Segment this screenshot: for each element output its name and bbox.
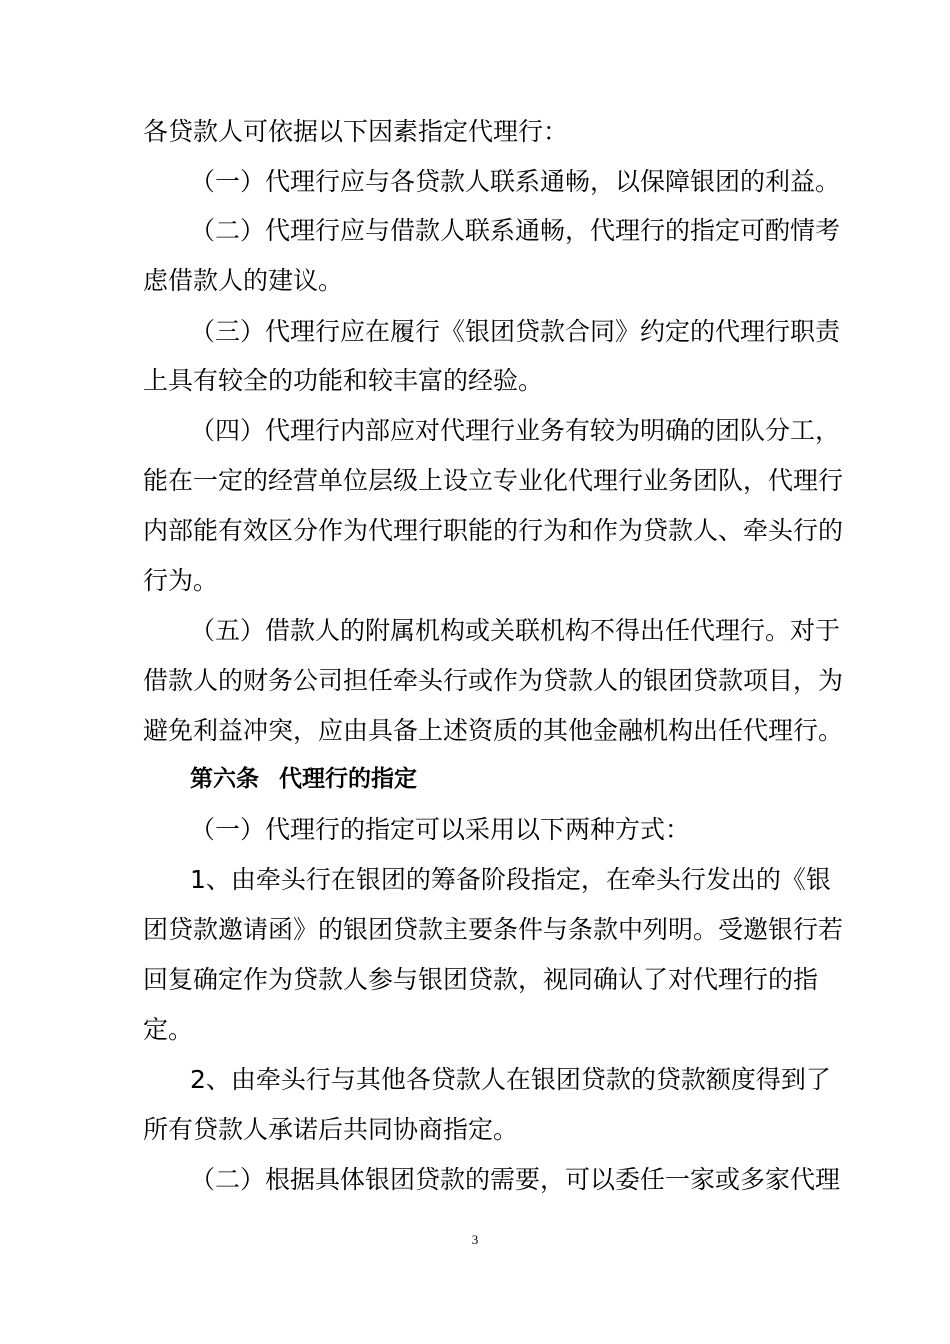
text-line: 能在一定的经营单位层级上设立专业化代理行业务团队，代理行: [143, 466, 844, 495]
text-line: （一）代理行应与各贷款人联系通畅，以保障银团的利益。: [190, 167, 841, 196]
article-heading: [190, 764, 417, 794]
article-title: 代理行的指定: [279, 766, 417, 792]
text-line: 上具有较全的功能和较丰富的经验。: [143, 366, 544, 395]
text-line: 团贷款邀请函》的银团贷款主要条件与条款中列明。受邀银行若: [143, 915, 844, 944]
text-line: （五）借款人的附属机构或关联机构不得出任代理行。对于: [190, 616, 841, 645]
article-number: 第六条: [190, 766, 259, 792]
text-line: （一）代理行的指定可以采用以下两种方式：: [190, 815, 691, 844]
text-line: （二）根据具体银团贷款的需要，可以委任一家或多家代理: [190, 1165, 841, 1194]
text-line: 各贷款人可依据以下因素指定代理行：: [143, 117, 569, 146]
text-line: 定。: [143, 1015, 194, 1044]
text-line: 借款人的财务公司担任牵头行或作为贷款人的银团贷款项目，为: [143, 666, 844, 695]
text-line: 虑借款人的建议。: [143, 266, 344, 295]
text-line: 2、由牵头行与其他各贷款人在银团贷款的贷款额度得到了: [190, 1065, 831, 1094]
text-line: 回复确定作为贷款人参与银团贷款，视同确认了对代理行的指: [143, 965, 819, 994]
text-line: （四）代理行内部应对代理行业务有较为明确的团队分工，: [190, 416, 841, 445]
text-line: （三）代理行应在履行《银团贷款合同》约定的代理行职责: [190, 317, 841, 346]
page-number: 3: [471, 1232, 479, 1247]
text-line: 所有贷款人承诺后共同协商指定。: [143, 1115, 519, 1144]
text-line: 行为。: [143, 566, 219, 595]
text-line: 避免利益冲突，应由具备上述资质的其他金融机构出任代理行。: [143, 716, 844, 745]
text-line: （二）代理行应与借款人联系通畅，代理行的指定可酌情考: [190, 216, 841, 245]
text-line: 1、由牵头行在银团的筹备阶段指定，在牵头行发出的《银: [190, 865, 831, 894]
text-line: 内部能有效区分作为代理行职能的行为和作为贷款人、牵头行的: [143, 516, 844, 545]
